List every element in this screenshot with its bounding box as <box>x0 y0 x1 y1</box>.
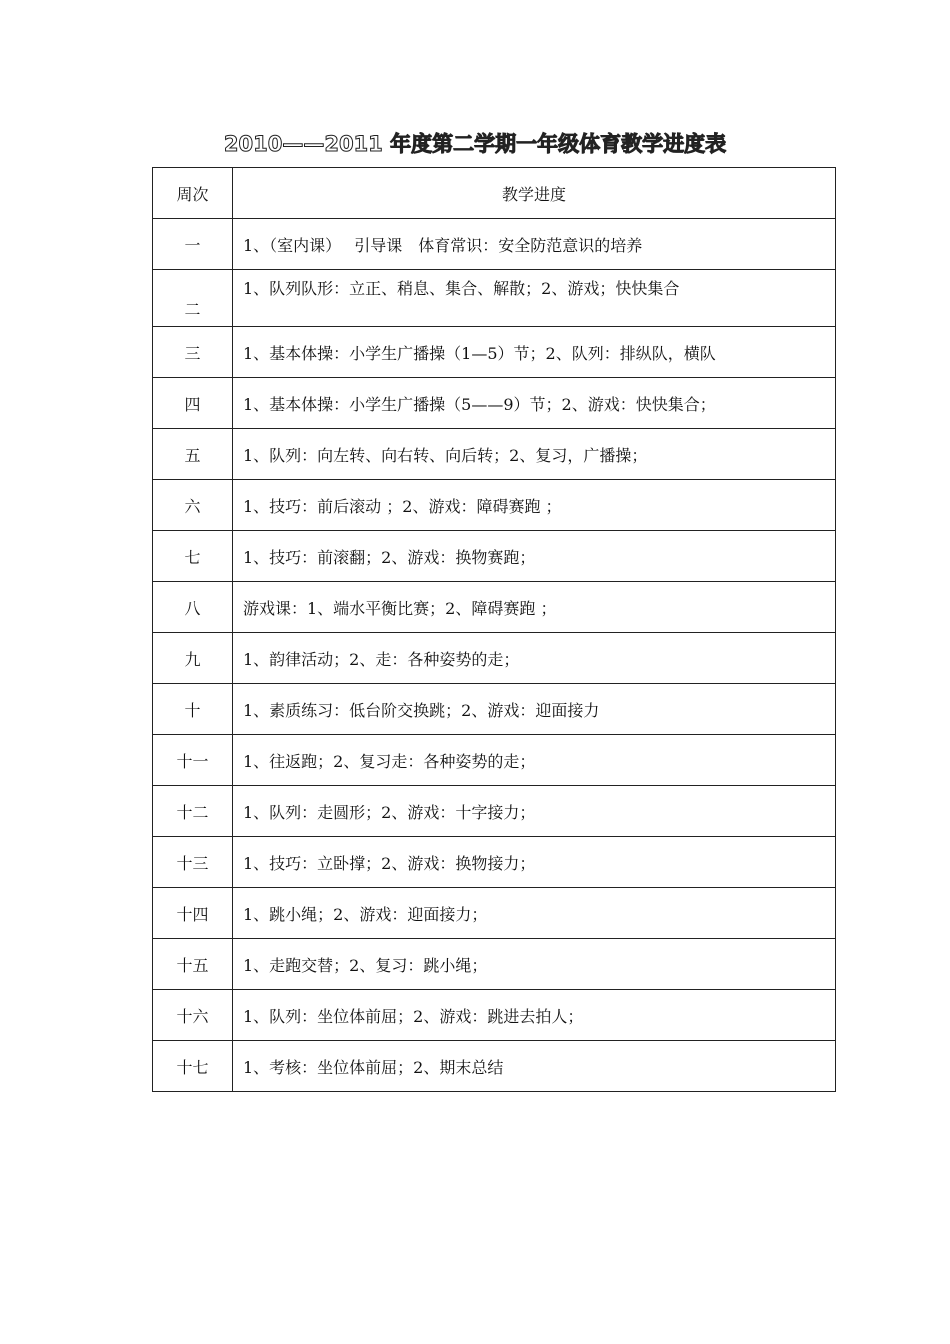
week-cell: 十二 <box>153 786 233 837</box>
table-row <box>153 990 836 1041</box>
table-row <box>153 429 836 480</box>
table-row <box>153 684 836 735</box>
table-row <box>153 1041 836 1092</box>
week-cell: 十 <box>153 684 233 735</box>
week-cell: 四 <box>153 378 233 429</box>
progress-cell: 1、技巧：立卧撑；2、游戏：换物接力； <box>233 837 836 888</box>
progress-cell: 1、队列队形：立正、稍息、集合、解散；2、游戏；快快集合 <box>233 270 836 327</box>
week-cell: 十六 <box>153 990 233 1041</box>
progress-cell: 1、跳小绳；2、游戏：迎面接力； <box>233 888 836 939</box>
table-row <box>153 582 836 633</box>
week-cell: 十三 <box>153 837 233 888</box>
progress-cell: 1、韵律活动；2、走：各种姿势的走； <box>233 633 836 684</box>
progress-cell: 1、考核：坐位体前屈；2、期末总结 <box>233 1041 836 1092</box>
progress-cell: 1、素质练习：低台阶交换跳；2、游戏：迎面接力 <box>233 684 836 735</box>
table-row <box>153 378 836 429</box>
progress-cell: 1、往返跑；2、复习走：各种姿势的走； <box>233 735 836 786</box>
table-row <box>153 633 836 684</box>
week-cell: 十四 <box>153 888 233 939</box>
progress-column-header: 教学进度 <box>233 168 836 219</box>
table-row <box>153 531 836 582</box>
table-row <box>153 270 836 327</box>
week-cell: 十五 <box>153 939 233 990</box>
progress-cell: 1、（室内课） 引导课 体育常识：安全防范意识的培养 <box>233 219 836 270</box>
table-row <box>153 888 836 939</box>
week-cell: 二 <box>153 270 233 327</box>
progress-cell: 1、基本体操：小学生广播操（5——9）节；2、游戏：快快集合； <box>233 378 836 429</box>
table-row <box>153 480 836 531</box>
week-column-header: 周次 <box>153 168 233 219</box>
table-header-row <box>153 168 836 219</box>
progress-cell: 1、队列：走圆形；2、游戏：十字接力； <box>233 786 836 837</box>
progress-cell: 游戏课：1、端水平衡比赛；2、障碍赛跑 ； <box>233 582 836 633</box>
table-row <box>153 786 836 837</box>
progress-cell: 1、基本体操：小学生广播操（1—5）节；2、队列：排纵队，横队 <box>233 327 836 378</box>
table-row <box>153 327 836 378</box>
week-cell: 一 <box>153 219 233 270</box>
week-cell: 三 <box>153 327 233 378</box>
progress-cell: 1、走跑交替；2、复习：跳小绳； <box>233 939 836 990</box>
table-row <box>153 837 836 888</box>
week-cell: 七 <box>153 531 233 582</box>
week-cell: 八 <box>153 582 233 633</box>
schedule-table <box>152 167 836 1092</box>
table-row <box>153 219 836 270</box>
table-row <box>153 939 836 990</box>
week-cell: 六 <box>153 480 233 531</box>
table-row <box>153 735 836 786</box>
week-cell: 九 <box>153 633 233 684</box>
page-title: 2010——2011 年度第二学期一年级体育教学进度表 <box>223 132 727 156</box>
progress-cell: 1、技巧：前滚翻；2、游戏：换物赛跑； <box>233 531 836 582</box>
week-cell: 十七 <box>153 1041 233 1092</box>
week-cell: 五 <box>153 429 233 480</box>
week-cell: 十一 <box>153 735 233 786</box>
progress-cell: 1、队列：向左转、向右转、向后转；2、复习，广播操； <box>233 429 836 480</box>
progress-cell: 1、技巧：前后滚动 ；2、游戏：障碍赛跑 ； <box>233 480 836 531</box>
progress-cell: 1、队列：坐位体前屈；2、游戏：跳进去拍人； <box>233 990 836 1041</box>
